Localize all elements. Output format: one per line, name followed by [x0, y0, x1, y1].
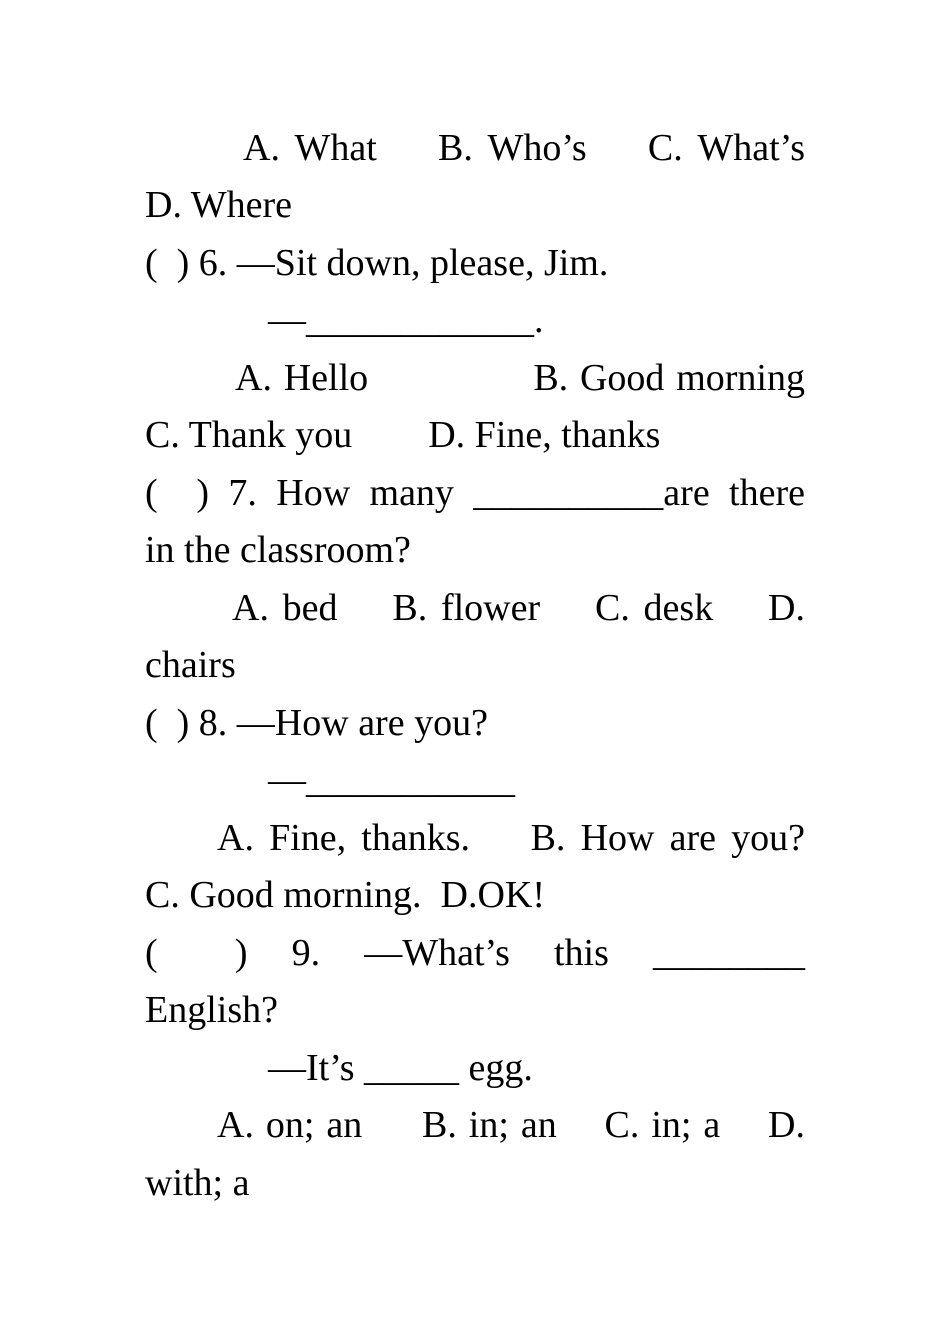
q7-options-line-2: chairs [145, 644, 236, 686]
q6-options-line-1: A. Hello B. Good morning [235, 357, 805, 399]
question-7-prompt-line-2: in the classroom? [145, 529, 411, 571]
question-6-answer-blank: —____________. [268, 299, 544, 341]
q9-options-line-2: with; a [145, 1162, 250, 1204]
question-6-prompt: ( ) 6. —Sit down, please, Jim. [145, 242, 609, 284]
question-9-prompt-line-2: English? [145, 989, 278, 1031]
question-9-prompt-line-1: ( ) 9. —What’s this ________ [145, 932, 805, 974]
q8-options-line-1: A. Fine, thanks. B. How are you? [217, 817, 805, 859]
question-9-answer-line: —It’s _____ egg. [268, 1047, 533, 1089]
question-7-prompt-line-1: ( ) 7. How many __________are there [145, 472, 805, 514]
q9-options-line-1: A. on; an B. in; an C. in; a D. [217, 1104, 805, 1146]
q5-options-line-2: D. Where [145, 184, 293, 226]
q6-options-line-2: C. Thank you D. Fine, thanks [145, 414, 661, 456]
question-8-answer-blank: —___________ [268, 759, 515, 801]
q8-options-line-2: C. Good morning. D.OK! [145, 874, 546, 916]
q5-options-line-1: A. What B. Who’s C. What’s [243, 127, 805, 169]
question-8-prompt: ( ) 8. —How are you? [145, 702, 488, 744]
q7-options-line-1: A. bed B. flower C. desk D. [232, 587, 805, 629]
